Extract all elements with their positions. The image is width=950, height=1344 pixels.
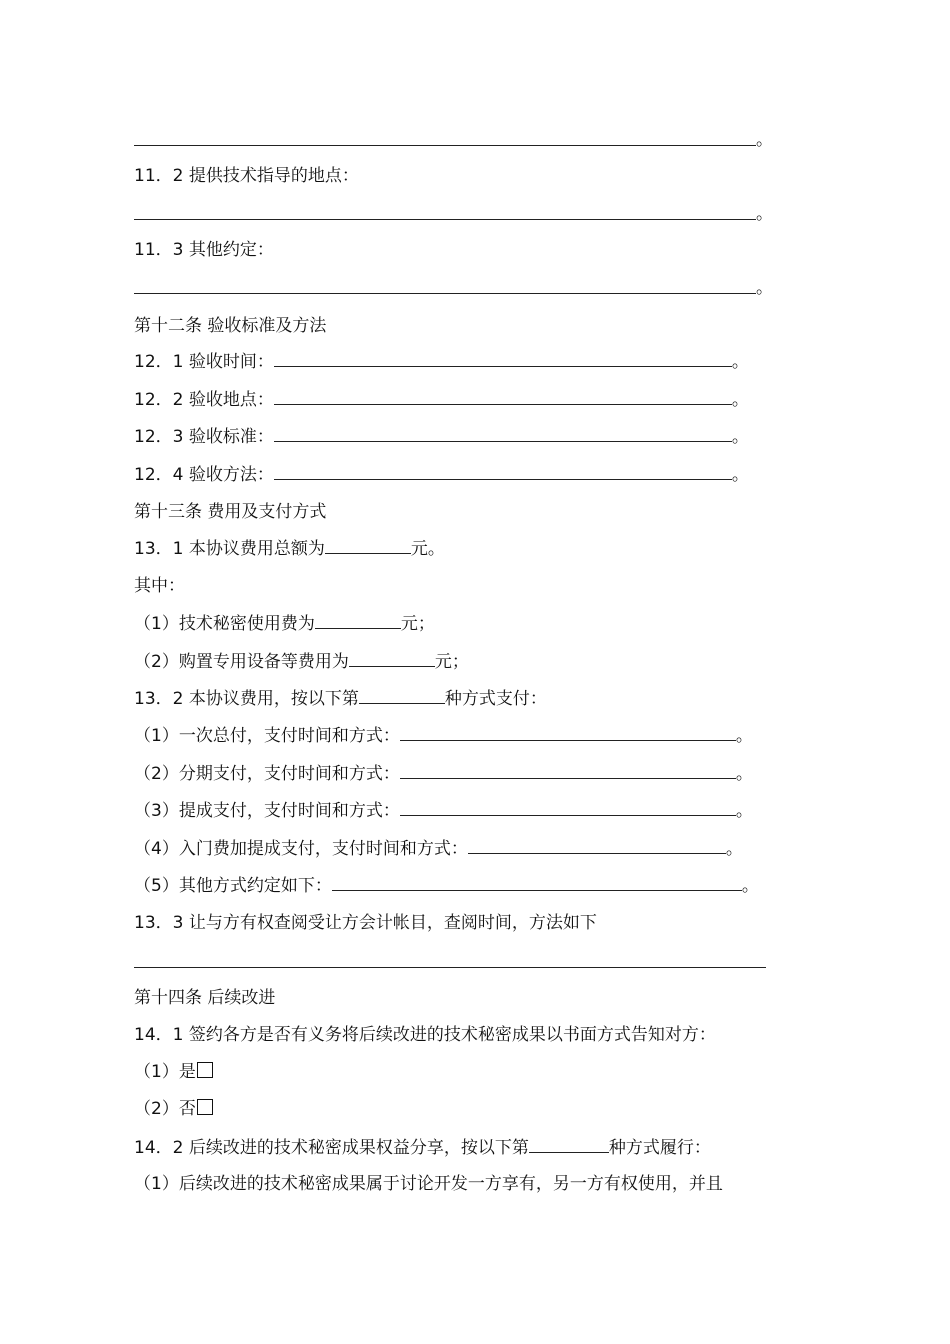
article-14-heading: 第十四条 后续改进 xyxy=(134,988,276,1008)
period: 。 xyxy=(756,204,773,224)
option-no xyxy=(134,1095,213,1123)
payment-option-2-label: （2）分期支付，支付时间和方式： xyxy=(134,764,400,784)
clause-13-2-label: 13．2 本协议费用，按以下第 xyxy=(134,689,359,709)
clause-11-2: 11．2 提供技术指导的地点： xyxy=(134,166,359,186)
item-2-label: （2）购置专用设备等费用为 xyxy=(134,652,349,672)
blank-field xyxy=(274,349,732,367)
blank-field xyxy=(400,798,736,816)
blank-field xyxy=(400,761,736,779)
clause-13-1 xyxy=(134,535,445,563)
item-1-fee xyxy=(134,610,435,638)
article-13-heading: 第十三条 费用及支付方式 xyxy=(134,502,327,522)
payment-option-2 xyxy=(134,760,753,788)
payment-option-3 xyxy=(134,797,753,825)
blank-field xyxy=(274,387,732,405)
period: 。 xyxy=(735,764,753,784)
period: 。 xyxy=(725,839,743,859)
period: 。 xyxy=(735,726,753,746)
checkbox-yes[interactable] xyxy=(197,1062,213,1078)
payment-option-4 xyxy=(134,835,743,863)
payment-option-1-label: （1）一次总付，支付时间和方式： xyxy=(134,726,400,746)
blank-field xyxy=(400,723,736,741)
blank-field xyxy=(468,836,726,854)
payment-option-3-label: （3）提成支付，支付时间和方式： xyxy=(134,801,400,821)
clause-13-2-tail: 种方式支付： xyxy=(444,689,547,709)
checkbox-no[interactable] xyxy=(197,1099,213,1115)
clause-12-1-label: 12．1 验收时间： xyxy=(134,352,274,372)
clause-12-2-label: 12．2 验收地点： xyxy=(134,390,274,410)
clause-12-3-label: 12．3 验收标准： xyxy=(134,427,274,447)
fill-line xyxy=(134,274,774,302)
article-12-heading: 第十二条 验收标准及方法 xyxy=(134,316,327,336)
payment-option-1 xyxy=(134,722,753,750)
item-1-label: （1）技术秘密使用费为 xyxy=(134,614,315,634)
option-yes xyxy=(134,1058,213,1086)
option-yes-label: （1）是 xyxy=(134,1062,196,1082)
fill-line xyxy=(134,126,774,154)
blank-field xyxy=(529,1135,609,1153)
period: 。 xyxy=(731,465,749,485)
period: 。 xyxy=(756,130,773,150)
period: 。 xyxy=(735,801,753,821)
period: 。 xyxy=(731,352,749,372)
period: 。 xyxy=(731,427,749,447)
clause-13-1-unit: 元。 xyxy=(410,539,445,559)
period: 。 xyxy=(741,876,759,896)
payment-option-5 xyxy=(134,872,759,900)
clause-14-1: 14．1 签约各方是否有义务将后续改进的技术秘密成果以书面方式告知对方： xyxy=(134,1025,716,1045)
period: 。 xyxy=(756,278,773,298)
payment-option-5-label: （5）其他方式约定如下： xyxy=(134,876,332,896)
fill-line xyxy=(134,948,774,976)
blank-field xyxy=(332,873,742,891)
fill-line xyxy=(134,200,774,228)
clause-11-3: 11．3 其他约定： xyxy=(134,240,274,260)
blank-field xyxy=(274,462,732,480)
item-2-unit: 元； xyxy=(434,652,469,672)
improvement-option-1: （1）后续改进的技术秘密成果属于讨论开发一方享有，另一方有权使用，并且 xyxy=(134,1174,723,1194)
blank-field xyxy=(349,649,435,667)
clause-12-3 xyxy=(134,423,749,451)
qizhong-label: 其中： xyxy=(134,576,185,596)
clause-14-2 xyxy=(134,1134,711,1162)
blank-field xyxy=(325,536,411,554)
clause-12-4 xyxy=(134,461,749,489)
item-1-unit: 元； xyxy=(400,614,435,634)
blank-field xyxy=(315,611,401,629)
blank-field xyxy=(274,424,732,442)
period: 。 xyxy=(731,390,749,410)
blank-field xyxy=(359,686,445,704)
clause-12-2 xyxy=(134,386,749,414)
clause-13-3: 13．3 让与方有权查阅受让方会计帐目，查阅时间，方法如下 xyxy=(134,913,597,933)
clause-12-1 xyxy=(134,348,749,376)
payment-option-4-label: （4）入门费加提成支付，支付时间和方式： xyxy=(134,839,468,859)
item-2-fee xyxy=(134,648,469,676)
option-no-label: （2）否 xyxy=(134,1099,196,1119)
clause-12-4-label: 12．4 验收方法： xyxy=(134,465,274,485)
clause-13-1-label: 13．1 本协议费用总额为 xyxy=(134,539,325,559)
clause-13-2 xyxy=(134,685,547,713)
clause-14-2-label: 14．2 后续改进的技术秘密成果权益分享，按以下第 xyxy=(134,1138,529,1158)
clause-14-2-tail: 种方式履行： xyxy=(608,1138,711,1158)
